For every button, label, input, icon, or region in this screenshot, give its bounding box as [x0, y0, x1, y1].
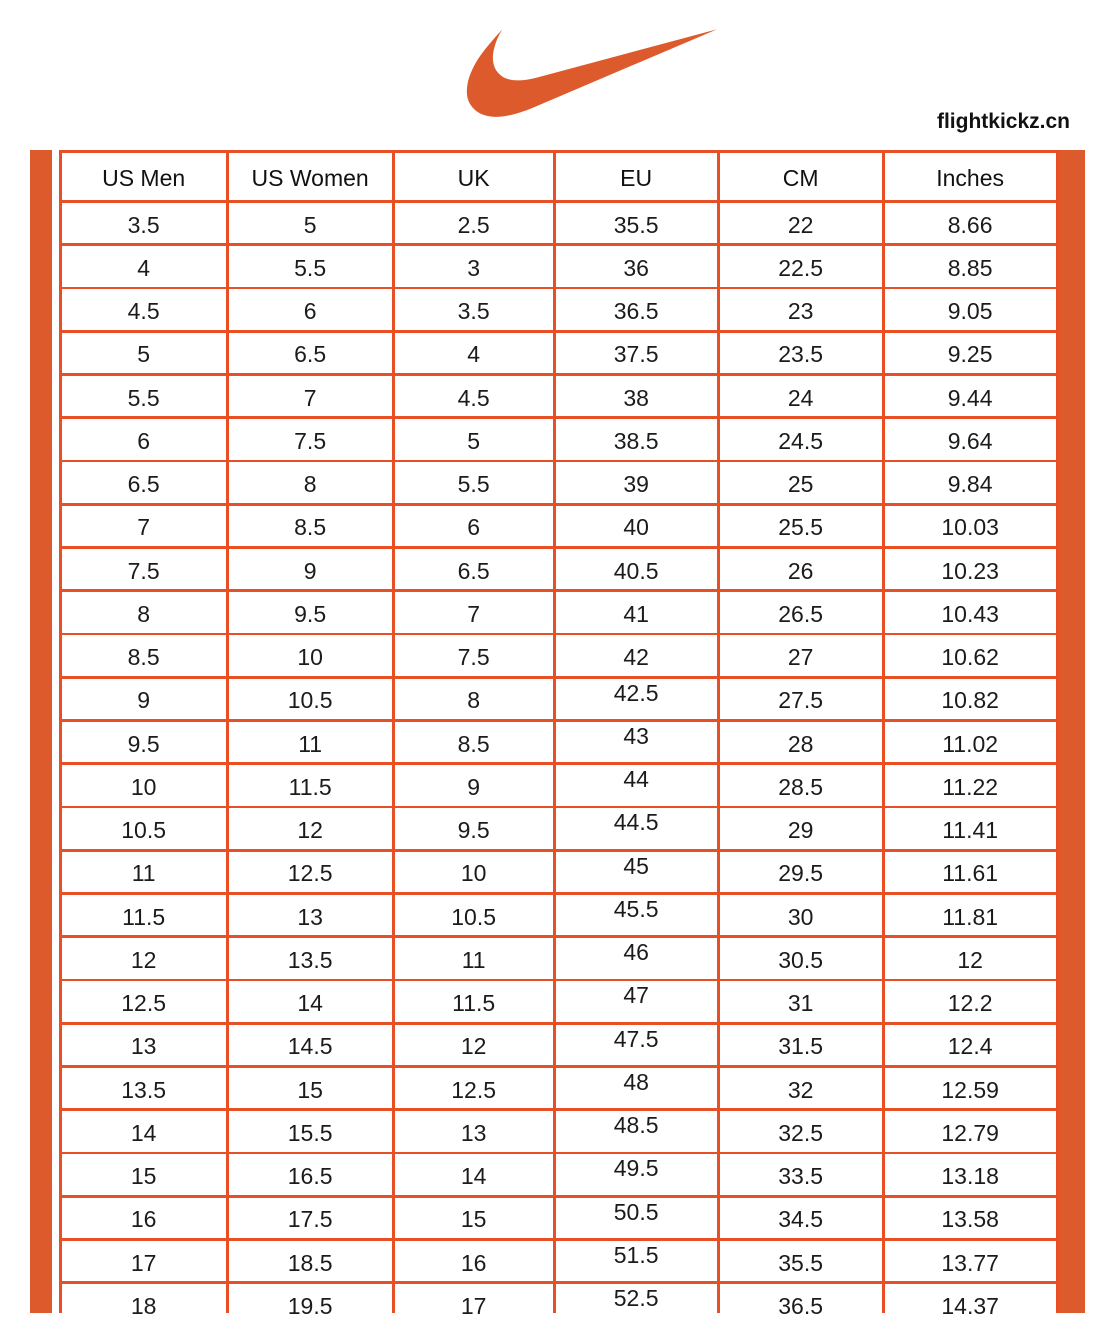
table-cell: 12.79: [885, 1111, 1056, 1152]
table-cell: 19.5: [229, 1284, 392, 1325]
table-cell: 5: [395, 419, 553, 460]
table-grid: [59, 150, 1059, 1319]
table-cell: 8: [229, 462, 392, 503]
table-cell: 5: [62, 333, 226, 374]
table-cell: 23.5: [720, 333, 882, 374]
table-cell: 7.5: [395, 635, 553, 676]
table-cell: 48.5: [556, 1111, 717, 1152]
table-cell: 5: [229, 203, 392, 244]
table-cell: 11.81: [885, 895, 1056, 936]
table-cell: 3.5: [62, 203, 226, 244]
table-cell: 13: [229, 895, 392, 936]
table-cell: 17: [395, 1284, 553, 1325]
table-cell: 13.5: [62, 1068, 226, 1109]
table-cell: 16: [62, 1198, 226, 1239]
table-cell: 5.5: [62, 376, 226, 417]
table-cell: 9.64: [885, 419, 1056, 460]
table-cell: 47.5: [556, 1025, 717, 1066]
size-conversion-table: [30, 150, 1085, 1319]
table-cell: 12: [62, 938, 226, 979]
table-cell: 12.5: [62, 981, 226, 1022]
table-cell: 7: [62, 506, 226, 547]
table-cell: 13.58: [885, 1198, 1056, 1239]
table-cell: 27.5: [720, 679, 882, 720]
table-cell: 14: [229, 981, 392, 1022]
table-cell: 8.5: [62, 635, 226, 676]
table-cell: 12.5: [395, 1068, 553, 1109]
table-cell: 22: [720, 203, 882, 244]
table-left-accent-bar: [30, 150, 52, 1313]
header-cell-eu: EU: [556, 153, 717, 200]
table-cell: 28: [720, 722, 882, 763]
table-cell: 45.5: [556, 895, 717, 936]
header-cell-cm: CM: [720, 153, 882, 200]
table-cell: 8.5: [229, 506, 392, 547]
table-cell: 31: [720, 981, 882, 1022]
table-cell: 36.5: [556, 289, 717, 330]
table-cell: 10.5: [229, 679, 392, 720]
table-cell: 11.22: [885, 765, 1056, 806]
table-cell: 6: [229, 289, 392, 330]
table-cell: 8.85: [885, 246, 1056, 287]
table-cell: 10.5: [395, 895, 553, 936]
table-cell: 4: [62, 246, 226, 287]
table-cell: 23: [720, 289, 882, 330]
table-cell: 7.5: [62, 549, 226, 590]
table-cell: 11.5: [62, 895, 226, 936]
table-cell: 18: [62, 1284, 226, 1325]
table-cell: 7: [229, 376, 392, 417]
table-cell: 13.18: [885, 1154, 1056, 1195]
table-cell: 32.5: [720, 1111, 882, 1152]
table-cell: 9.05: [885, 289, 1056, 330]
table-cell: 14: [62, 1111, 226, 1152]
table-cell: 10.62: [885, 635, 1056, 676]
table-cell: 13: [62, 1025, 226, 1066]
table-right-accent-bar: [1059, 150, 1085, 1313]
table-cell: 12.59: [885, 1068, 1056, 1109]
header-cell-us-women: US Women: [229, 153, 392, 200]
table-cell: 10: [229, 635, 392, 676]
table-cell: 8.5: [395, 722, 553, 763]
header-cell-us-men: US Men: [62, 153, 226, 200]
table-cell: 13.77: [885, 1241, 1056, 1282]
table-cell: 52.5: [556, 1284, 717, 1325]
table-cell: 17.5: [229, 1198, 392, 1239]
table-cell: 11: [62, 852, 226, 893]
table-cell: 29: [720, 808, 882, 849]
table-cell: 51.5: [556, 1241, 717, 1282]
table-cell: 9.84: [885, 462, 1056, 503]
table-cell: 43: [556, 722, 717, 763]
table-cell: 15: [229, 1068, 392, 1109]
table-cell: 7.5: [229, 419, 392, 460]
table-cell: 31.5: [720, 1025, 882, 1066]
table-cell: 4.5: [395, 376, 553, 417]
table-cell: 40: [556, 506, 717, 547]
table-cell: 38: [556, 376, 717, 417]
table-cell: 27: [720, 635, 882, 676]
table-cell: 38.5: [556, 419, 717, 460]
table-cell: 46: [556, 938, 717, 979]
table-cell: 25: [720, 462, 882, 503]
table-cell: 25.5: [720, 506, 882, 547]
table-cell: 8.66: [885, 203, 1056, 244]
table-cell: 24: [720, 376, 882, 417]
table-cell: 36.5: [720, 1284, 882, 1325]
table-cell: 42: [556, 635, 717, 676]
table-cell: 3.5: [395, 289, 553, 330]
table-cell: 11.41: [885, 808, 1056, 849]
table-cell: 35.5: [556, 203, 717, 244]
table-cell: 47: [556, 981, 717, 1022]
table-cell: 11.61: [885, 852, 1056, 893]
table-cell: 16.5: [229, 1154, 392, 1195]
table-cell: 10: [395, 852, 553, 893]
table-cell: 26.5: [720, 592, 882, 633]
table-cell: 16: [395, 1241, 553, 1282]
table-cell: 17: [62, 1241, 226, 1282]
table-cell: 15.5: [229, 1111, 392, 1152]
table-cell: 39: [556, 462, 717, 503]
table-cell: 5.5: [395, 462, 553, 503]
table-cell: 11: [395, 938, 553, 979]
table-cell: 22.5: [720, 246, 882, 287]
table-cell: 30: [720, 895, 882, 936]
table-cell: 37.5: [556, 333, 717, 374]
table-cell: 10.03: [885, 506, 1056, 547]
table-cell: 12.5: [229, 852, 392, 893]
table-cell: 10.82: [885, 679, 1056, 720]
table-cell: 9.5: [229, 592, 392, 633]
table-cell: 32: [720, 1068, 882, 1109]
table-cell: 18.5: [229, 1241, 392, 1282]
table-cell: 9.5: [395, 808, 553, 849]
table-cell: 13: [395, 1111, 553, 1152]
table-cell: 41: [556, 592, 717, 633]
table-cell: 11.5: [395, 981, 553, 1022]
table-cell: 30.5: [720, 938, 882, 979]
table-cell: 7: [395, 592, 553, 633]
table-cell: 14: [395, 1154, 553, 1195]
table-cell: 42.5: [556, 679, 717, 720]
table-cell: 4.5: [62, 289, 226, 330]
table-cell: 12: [229, 808, 392, 849]
table-cell: 10.23: [885, 549, 1056, 590]
table-cell: 6.5: [229, 333, 392, 374]
table-cell: 8: [395, 679, 553, 720]
table-cell: 44.5: [556, 808, 717, 849]
table-cell: 33.5: [720, 1154, 882, 1195]
table-cell: 10.5: [62, 808, 226, 849]
table-cell: 15: [395, 1198, 553, 1239]
table-cell: 24.5: [720, 419, 882, 460]
table-cell: 11: [229, 722, 392, 763]
table-cell: 40.5: [556, 549, 717, 590]
table-cell: 10.43: [885, 592, 1056, 633]
table-cell: 9.44: [885, 376, 1056, 417]
table-cell: 12.2: [885, 981, 1056, 1022]
header-cell-uk: UK: [395, 153, 553, 200]
table-cell: 9: [395, 765, 553, 806]
table-cell: 13.5: [229, 938, 392, 979]
table-cell: 4: [395, 333, 553, 374]
table-cell: 11.5: [229, 765, 392, 806]
table-cell: 6.5: [62, 462, 226, 503]
table-cell: 11.02: [885, 722, 1056, 763]
table-cell: 45: [556, 852, 717, 893]
table-cell: 6: [62, 419, 226, 460]
table-cell: 2.5: [395, 203, 553, 244]
table-cell: 9.25: [885, 333, 1056, 374]
table-cell: 9: [229, 549, 392, 590]
table-cell: 26: [720, 549, 882, 590]
table-cell: 6: [395, 506, 553, 547]
table-cell: 15: [62, 1154, 226, 1195]
table-cell: 50.5: [556, 1198, 717, 1239]
nike-swoosh-icon: [452, 24, 732, 121]
table-cell: 10: [62, 765, 226, 806]
table-cell: 36: [556, 246, 717, 287]
watermark-text: flightkickz.cn: [936, 110, 1070, 133]
table-cell: 12.4: [885, 1025, 1056, 1066]
table-cell: 34.5: [720, 1198, 882, 1239]
table-cell: 9: [62, 679, 226, 720]
table-cell: 9.5: [62, 722, 226, 763]
table-cell: 12: [885, 938, 1056, 979]
table-cell: 8: [62, 592, 226, 633]
table-cell: 28.5: [720, 765, 882, 806]
table-cell: 48: [556, 1068, 717, 1109]
table-cell: 44: [556, 765, 717, 806]
table-cell: 35.5: [720, 1241, 882, 1282]
table-cell: 14.5: [229, 1025, 392, 1066]
table-cell: 3: [395, 246, 553, 287]
table-cell: 5.5: [229, 246, 392, 287]
table-cell: 12: [395, 1025, 553, 1066]
table-cell: 49.5: [556, 1154, 717, 1195]
header-cell-inches: Inches: [885, 153, 1056, 200]
table-cell: 29.5: [720, 852, 882, 893]
table-cell: 14.37: [885, 1284, 1056, 1325]
table-cell: 6.5: [395, 549, 553, 590]
